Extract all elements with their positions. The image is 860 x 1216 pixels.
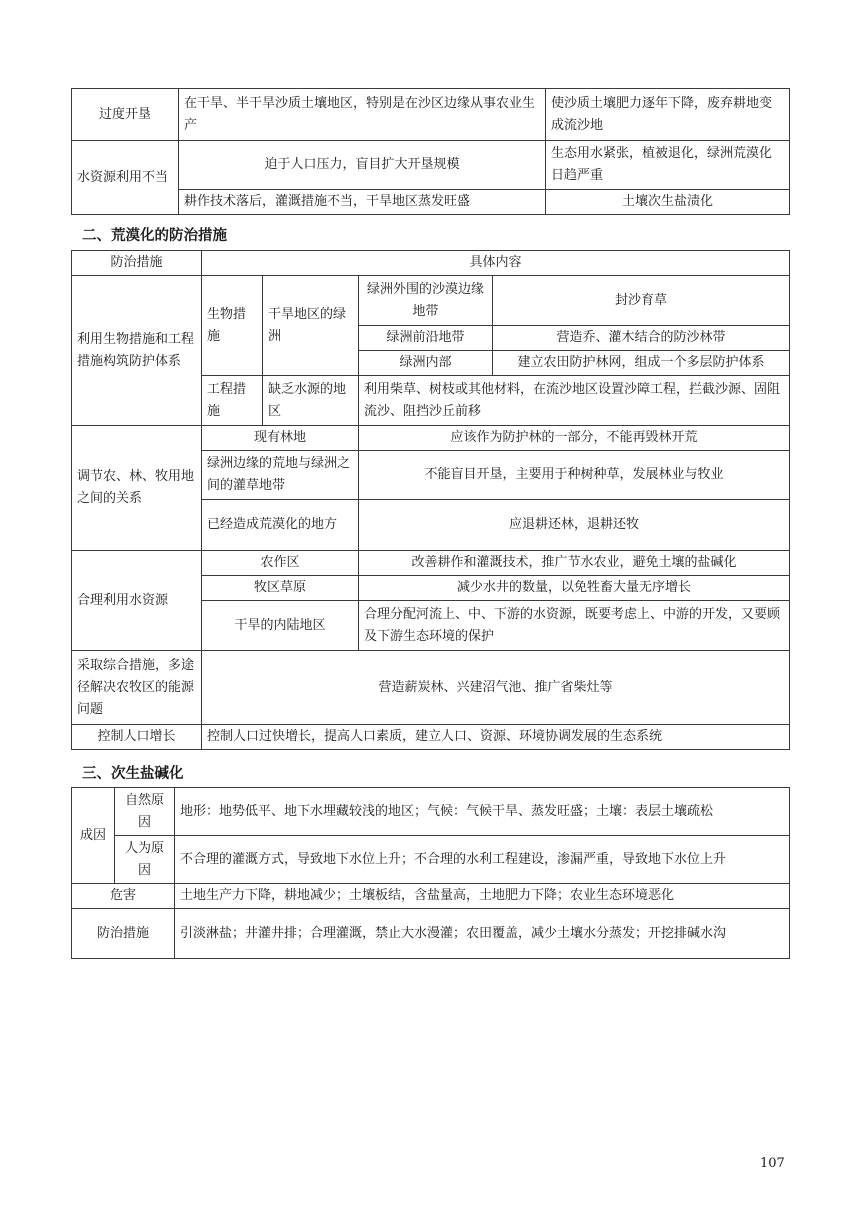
zone-content: 建立农田防护林网，组成一个多层防护体系 [493, 351, 790, 376]
zone-content: 营造乔、灌木结合的防沙林带 [493, 326, 790, 351]
page-number: 107 [760, 1156, 785, 1171]
human-cause-label: 人为原因 [115, 836, 175, 884]
zone-content: 封沙育草 [493, 276, 790, 326]
water-area-content: 改善耕作和灌溉技术，推广节水农业，避免土壤的盐碱化 [359, 551, 790, 576]
salinization-table [71, 787, 790, 959]
measure-label: 控制人口增长 [72, 725, 202, 750]
water-area-label: 农作区 [202, 551, 359, 576]
result-cell: 生态用水紧张，植被退化，绿洲荒漠化日趋严重 [546, 141, 790, 190]
section-heading: 三、次生盐碱化 [82, 766, 184, 782]
zone-label: 绿洲前沿地带 [359, 326, 493, 351]
measure-content: 营造薪炭林、兴建沼气池、推广省柴灶等 [202, 651, 790, 725]
harm-content: 土地生产力下降，耕地减少；土壤板结，含盐量高，土地肥力下降；农业生态环境恶化 [175, 884, 790, 909]
eng-area-label: 缺乏水源的地区 [263, 376, 359, 426]
condition-cell: 耕作技术落后，灌溉措施不当，干旱地区蒸发旺盛 [179, 190, 546, 215]
land-type-label: 现有林地 [202, 426, 359, 451]
natural-cause-content: 地形：地势低平、地下水埋藏较浅的地区；气候：气候干旱、蒸发旺盛；土壤：表层土壤疏松 [175, 788, 790, 836]
human-cause-content: 不合理的灌溉方式，导致地下水位上升；不合理的水利工程建设，渗漏严重，导致地下水位上升 [175, 836, 790, 884]
measure-label: 合理利用水资源 [72, 551, 202, 651]
land-type-label: 已经造成荒漠化的地方 [202, 500, 359, 551]
bio-measure-label: 生物措施 [202, 276, 263, 376]
prevention-label: 防治措施 [72, 909, 175, 959]
oasis-label: 干旱地区的绿洲 [263, 276, 359, 376]
header-content: 具体内容 [202, 251, 790, 276]
land-type-content: 应该作为防护林的一部分，不能再毁林开荒 [359, 426, 790, 451]
cause-cell: 过度开垦 [72, 89, 179, 141]
measure-content: 控制人口过快增长，提高人口素质，建立人口、资源、环境协调发展的生态系统 [202, 725, 790, 750]
result-cell: 土壤次生盐渍化 [546, 190, 790, 215]
zone-label: 绿洲内部 [359, 351, 493, 376]
natural-cause-label: 自然原因 [115, 788, 175, 836]
prevention-measures-table [71, 250, 790, 750]
section-heading: 二、荒漠化的防治措施 [82, 228, 227, 244]
land-type-content: 应退耕还林，退耕还牧 [359, 500, 790, 551]
measure-label: 调节农、林、牧用地之间的关系 [72, 426, 202, 551]
land-type-label: 绿洲边缘的荒地与绿洲之间的灌草地带 [202, 451, 359, 500]
land-type-content: 不能盲目开垦，主要用于种树种草，发展林业与牧业 [359, 451, 790, 500]
water-area-label: 干旱的内陆地区 [202, 601, 359, 651]
prevention-content: 引淡淋盐；井灌井排；合理灌溉，禁止大水漫灌；农田覆盖，减少土壤水分蒸发；开挖排碱水沟 [175, 909, 790, 959]
harm-label: 危害 [72, 884, 175, 909]
desertification-causes-table [71, 88, 790, 215]
condition-cell: 迫于人口压力，盲目扩大开垦规模 [179, 141, 546, 190]
water-area-label: 牧区草原 [202, 576, 359, 601]
result-cell: 使沙质土壤肥力逐年下降，废弃耕地变成流沙地 [546, 89, 790, 141]
cause-label: 成因 [72, 788, 115, 884]
eng-content: 利用柴草、树枝或其他材料，在流沙地区设置沙障工程，拦截沙源、固阻流沙、阻挡沙丘前移 [359, 376, 790, 426]
measure-label: 采取综合措施，多途径解决农牧区的能源问题 [72, 651, 202, 725]
condition-cell: 在干旱、半干旱沙质土壤地区，特别是在沙区边缘从事农业生产 [179, 89, 546, 141]
cause-cell: 水资源利用不当 [72, 141, 179, 215]
measure-label: 利用生物措施和工程措施构筑防护体系 [72, 276, 202, 426]
eng-measure-label: 工程措施 [202, 376, 263, 426]
zone-label: 绿洲外围的沙漠边缘地带 [359, 276, 493, 326]
water-area-content: 减少水井的数量，以免牲畜大量无序增长 [359, 576, 790, 601]
water-area-content: 合理分配河流上、中、下游的水资源，既要考虑上、中游的开发，又要顾及下游生态环境的保护 [359, 601, 790, 651]
header-measures: 防治措施 [72, 251, 202, 276]
